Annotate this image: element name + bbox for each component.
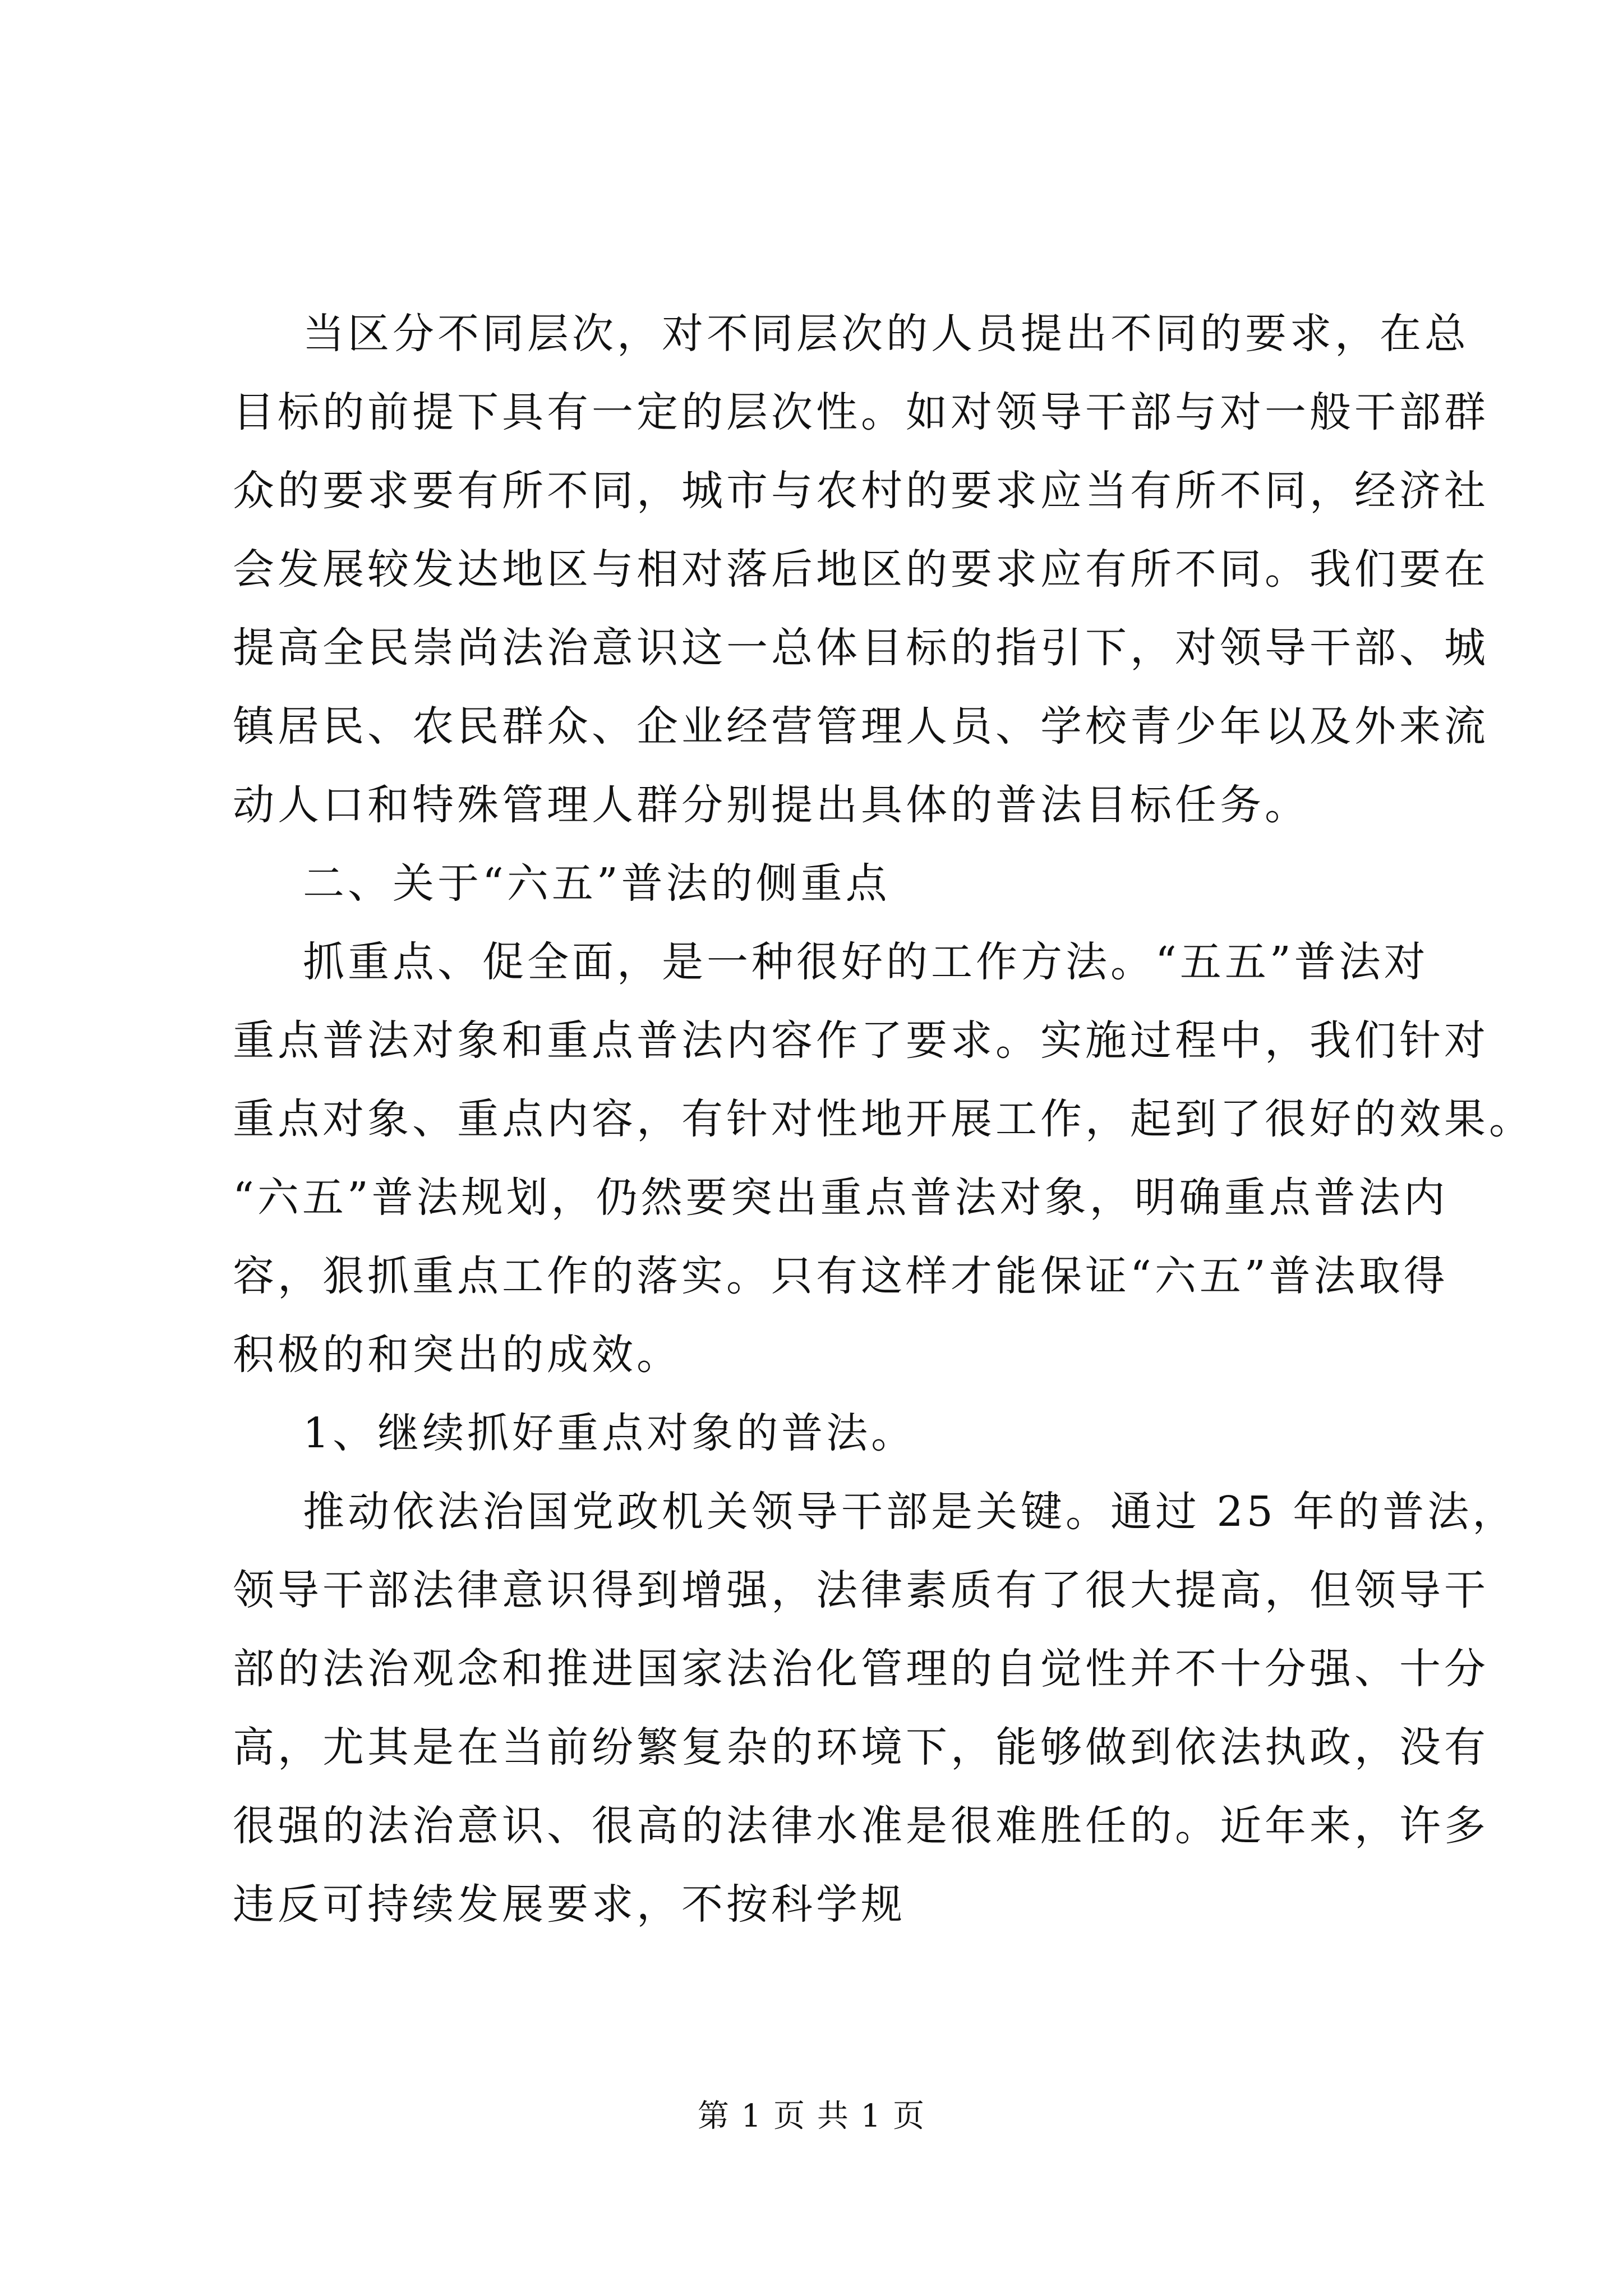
text-line: 镇居民、农民群众、企业经营管理人员、学校青少年以及外来流 (233, 702, 1489, 751)
text-line: 会发展较发达地区与相对落后地区的要求应有所不同。我们要在 (233, 545, 1489, 593)
page-footer: 第 1 页 共 1 页 (697, 2098, 926, 2134)
text-line: 动人口和特殊管理人群分别提出具体的普法目标任务。 (233, 781, 1310, 829)
text-line: 部的法治观念和推进国家法治化管理的自觉性并不十分强、十分 (233, 1645, 1489, 1693)
text-line: “六五”普法规划，仍然要突出重点普法对象，明确重点普法内 (233, 1174, 1449, 1222)
text-line: 积极的和突出的成效。 (233, 1331, 681, 1379)
text-line: 抓重点、促全面，是一种很好的工作方法。“五五”普法对 (303, 938, 1429, 986)
text-line: 提高全民崇尚法治意识这一总体目标的指引下，对领导干部、城 (233, 624, 1489, 672)
text-line: 领导干部法律意识得到增强，法律素质有了很大提高，但领导干 (233, 1566, 1489, 1614)
text-line: 容，狠抓重点工作的落实。只有这样才能保证“六五”普法取得 (233, 1252, 1449, 1300)
text-line: 当区分不同层次，对不同层次的人员提出不同的要求，在总 (303, 310, 1469, 358)
text-line: 重点普法对象和重点普法内容作了要求。实施过程中，我们针对 (233, 1016, 1489, 1065)
text-line: 违反可持续发展要求，不按科学规 (233, 1880, 906, 1929)
text-line: 推动依法治国党政机关领导干部是关键。通过 25 年的普法， (303, 1488, 1518, 1536)
text-line: 重点对象、重点内容，有针对性地开展工作，起到了很好的效果。 (233, 1095, 1534, 1143)
text-line: 高，尤其是在当前纷繁复杂的环境下，能够做到依法执政，没有 (233, 1723, 1489, 1772)
text-line: 目标的前提下具有一定的层次性。如对领导干部与对一般干部群 (233, 388, 1489, 436)
text-line: 很强的法治意识、很高的法律水准是很难胜任的。近年来，许多 (233, 1802, 1489, 1850)
section-heading: 二、关于“六五”普法的侧重点 (303, 859, 891, 908)
text-line: 众的要求要有所不同，城市与农村的要求应当有所不同，经济社 (233, 467, 1489, 515)
subsection-heading: 1、继续抓好重点对象的普法。 (303, 1409, 916, 1457)
